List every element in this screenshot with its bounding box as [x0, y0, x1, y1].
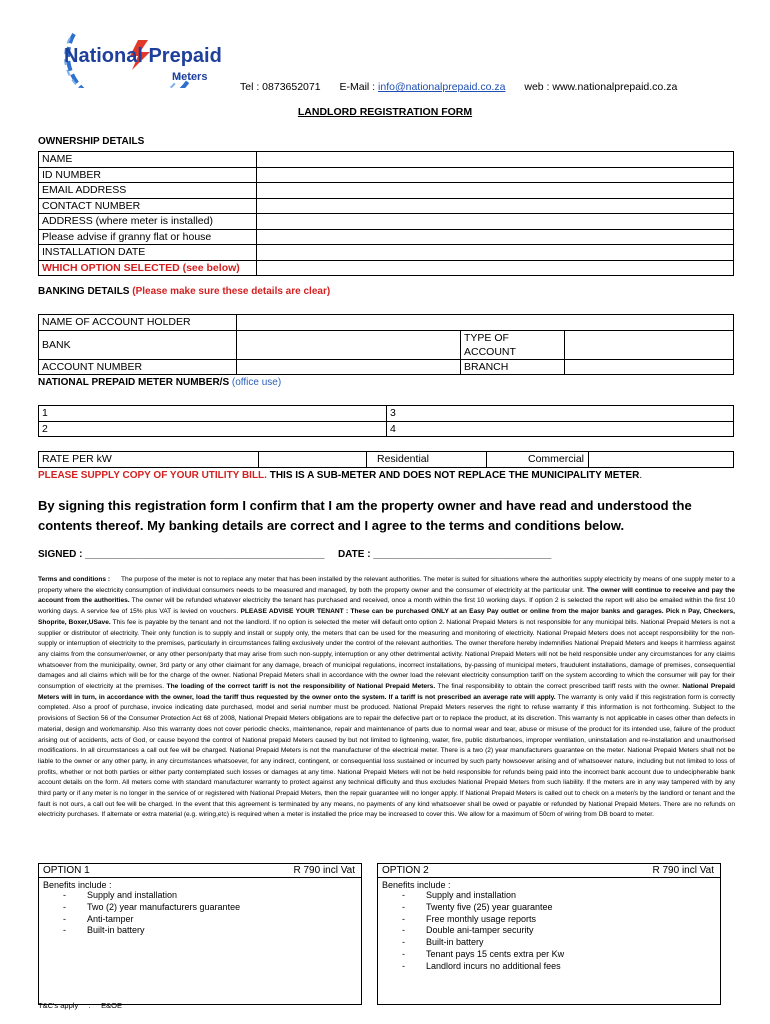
- meter-heading-note: (office use): [231, 377, 282, 388]
- name-field[interactable]: [257, 152, 734, 168]
- option-2-price: R 790 incl Vat: [652, 865, 714, 876]
- footer-sep: :: [88, 1001, 91, 1010]
- list-item: - Free monthly usage reports: [402, 913, 537, 924]
- benefit-text: Anti-tamper: [87, 913, 134, 924]
- field-label: CONTACT NUMBER: [39, 198, 257, 214]
- rate-table: [38, 451, 734, 468]
- granny-flat-field[interactable]: [257, 229, 734, 245]
- option-2-name: OPTION 2: [382, 865, 429, 876]
- contact-number-field[interactable]: [257, 198, 734, 214]
- banking-heading-text: BANKING DETAILS: [38, 286, 130, 297]
- field-label: ID NUMBER: [39, 167, 257, 183]
- terms-p1: The purpose of the meter is not to replace any meter that has been installed by the relevant authorities. The meter is suited for situations where the authorities supply electricity by means of one supply meter to a property where the electricity consumption of individual consumers needs to be measured and managed, by both the property owner and the consumer of electricity at the particular unit.: [38, 576, 736, 594]
- company-logo: [40, 18, 240, 88]
- account-number-field[interactable]: [237, 359, 461, 375]
- contact-email-label: E-Mail :: [339, 81, 376, 93]
- option-2-header: [378, 864, 720, 878]
- benefit-text: Tenant pays 15 cents extra per Kw: [426, 948, 565, 959]
- field-label: NAME: [39, 152, 257, 168]
- meter-numbers-table: [38, 405, 734, 437]
- signature-line: [38, 549, 551, 560]
- option-1-header: [39, 864, 361, 878]
- list-item: - Twenty five (25) year guarantee: [402, 901, 553, 912]
- list-item: - Supply and installation: [63, 890, 178, 900]
- field-label: INSTALLATION DATE: [39, 245, 257, 261]
- table-row: [39, 330, 734, 359]
- field-label: ACCOUNT NUMBER: [39, 359, 237, 375]
- signed-label: SIGNED :: [38, 549, 83, 560]
- option-1-benefits-label: Benefits include :: [43, 880, 112, 890]
- benefit-text: Free monthly usage reports: [426, 913, 537, 924]
- benefit-text: Two (2) year manufacturers guarantee: [87, 901, 241, 912]
- terms-p2: The owner will be refunded whatever electricity the tenant has purchased and received, once a month within the first 10 working days. If option 2 is selected the report will also be emailed within the first 10 working days. A service fee of 15% plus VAT is levied on vouchers.: [38, 597, 736, 616]
- meter-heading-text: NATIONAL PREPAID METER NUMBER/S: [38, 377, 230, 388]
- installation-date-field[interactable]: [257, 245, 734, 261]
- date-field[interactable]: ________________________________: [373, 549, 552, 560]
- option-1-box[interactable]: [38, 863, 362, 1005]
- table-row: [39, 260, 734, 276]
- field-label: BRANCH: [461, 359, 565, 375]
- table-row: [39, 229, 734, 245]
- field-label: BANK: [39, 330, 237, 359]
- list-item: - Built-in battery: [63, 925, 145, 936]
- notice-end: .: [639, 470, 643, 481]
- option-selected-label: WHICH OPTION SELECTED (see below): [39, 260, 257, 276]
- field-label: ADDRESS (where meter is installed): [39, 214, 257, 230]
- list-item: - Built-in battery: [402, 937, 484, 948]
- commercial-label: Commercial: [487, 452, 589, 468]
- terms-b3: The loading of the correct tariff is not the responsibility of National Prepaid Meters.: [166, 683, 436, 691]
- contact-web: web : www.nationalprepaid.co.za: [524, 81, 678, 93]
- footer: [38, 1001, 122, 1010]
- terms-p4: The final responsibility to obtain the correct prescribed tariff rests with the owner.: [437, 683, 680, 691]
- list-item: - Landlord incurs no additional fees: [402, 960, 561, 971]
- contact-email-link[interactable]: info@nationalprepaid.co.za: [378, 81, 506, 93]
- list-item: - Double ani-tamper security: [402, 925, 534, 936]
- notice-red: PLEASE SUPPLY COPY OF YOUR UTILITY BILL.: [38, 470, 267, 481]
- benefit-text: Supply and installation: [87, 890, 178, 900]
- signature-field[interactable]: ___________________________________________: [85, 549, 325, 560]
- option-selected-field[interactable]: [257, 260, 734, 276]
- footer-tc: T&C's apply: [38, 1001, 79, 1010]
- table-row: [39, 167, 734, 183]
- table-row: [39, 315, 734, 331]
- benefit-text: Supply and installation: [426, 890, 517, 900]
- bank-field[interactable]: [237, 330, 461, 359]
- list-item: - Two (2) year manufacturers guarantee: [63, 901, 241, 912]
- benefit-text: Built-in battery: [426, 937, 484, 948]
- benefit-text: Built-in battery: [87, 925, 145, 936]
- field-label: Please advise if granny flat or house: [39, 229, 257, 245]
- branch-field[interactable]: [565, 359, 734, 375]
- logo-text-national: National Prepaid: [64, 45, 222, 67]
- terms-b1: The owner will continue to receive and pay the account from the authorities.: [38, 586, 735, 605]
- meter-number-4[interactable]: 4: [387, 421, 734, 437]
- residential-label: Residential: [367, 452, 487, 468]
- terms-and-conditions: [38, 575, 735, 821]
- logo-text-meters: Meters: [172, 71, 208, 83]
- benefit-text: Twenty five (25) year guarantee: [426, 901, 553, 912]
- date-label: DATE :: [337, 549, 371, 560]
- email-field[interactable]: [257, 183, 734, 199]
- meter-numbers-heading: [38, 377, 281, 388]
- meter-number-2[interactable]: 2: [39, 421, 387, 437]
- list-item: - Tenant pays 15 cents extra per Kw: [402, 948, 565, 959]
- footer-eoe: E&OE: [101, 1001, 122, 1010]
- benefit-text: Landlord incurs no additional fees: [426, 960, 561, 971]
- benefit-text: Double ani-tamper security: [426, 925, 534, 936]
- terms-p3: This fee is payable by the tenant and not the landlord. If no option is selected the meter will default onto option 2. National Prepaid Meters is not responsible for any municipal bills. National Prepaid Meters is not a supplier or distributor of electricity. Their only function is to supply and install or supply only, the meters that can be used for the measuring and monitoring of electricity. National Prepaid Meters does not accept responsibility for the non-supply or interruption of electricity to the premises, particularly in circumstances falling exclusively under the control of the relevant authorities. The owner therefore hereby indemnifies National Prepaid Meters and keeps it harmless against any claims from the consumer/owner, or any other person/party that may arise from such non-supply, interruption or any other detrimental activity. National Prepaid Meters will not be held responsible under any circumstances for any claims whatsoever from the municipality, owner, 3rd party or any other claimant for any damage, breach of municipal regulations, incorrect installations, by-passing of municipal meters, fraudulent installations, damage of premises, consequential damages and all claims which will be for the charge of the owner. National Prepaid Meters shall in accordance with the owner load the relevant electricity consumption tariff on the system according to which the consumer will pay for their consumption of electricity at the premises.: [38, 618, 736, 691]
- option-2-box[interactable]: [377, 863, 721, 1005]
- address-field[interactable]: [257, 214, 734, 230]
- terms-b2: PLEASE ADVISE YOUR TENANT : These can be purchased ONLY at an Easy Pay outlet or online from the major banks and garages. Pick n Pay, Checkers, Shoprite, Boxer,USave.: [38, 608, 735, 626]
- table-row: [39, 245, 734, 261]
- field-label: TYPE OF ACCOUNT: [461, 330, 565, 359]
- meter-number-3[interactable]: 3: [387, 406, 734, 422]
- contact-tel: Tel : 0873652071: [240, 81, 321, 93]
- option-1-benefits: [39, 890, 361, 937]
- utility-bill-notice: [38, 470, 642, 481]
- table-row: [39, 152, 734, 168]
- meter-number-1[interactable]: 1: [39, 406, 387, 422]
- option-1-price: R 790 incl Vat: [293, 865, 355, 876]
- field-label: NAME OF ACCOUNT HOLDER: [39, 315, 237, 331]
- option-2-benefits-label: Benefits include :: [382, 880, 451, 890]
- form-title: LANDLORD REGISTRATION FORM: [297, 106, 473, 118]
- account-type-field[interactable]: [565, 330, 734, 359]
- banking-note: (Please make sure these details are clear): [132, 286, 331, 297]
- terms-label: Terms and conditions :: [38, 576, 111, 583]
- banking-table: [38, 314, 734, 375]
- contact-info: [240, 81, 677, 93]
- list-item: - Anti-tamper: [63, 913, 134, 924]
- account-holder-field[interactable]: [237, 315, 734, 331]
- terms-p5: The warranty is only valid if this registration form is correctly completed. Also a proof of purchase, invoice indicating date purchased, model and serial number must be produced. National Prepaid Meters reserves the right to refuse warranty if this information is not forthcoming. Subject to the provisions of Section 56 of the Consumer Protection Act 68 of 2008, National Prepaid Meters obligations are to repair the defective part or to replace the product, at its discretion. This warranty is not applicable in cases other than defects in material, design and workmanship. Also this warranty does not cover periodic checks, maintenance, repair and maintenance of parts due to normal wear and tear, abuse or misuse of the product for its intended use, failure of the product arising out of accidents, acts of God, or cause beyond the control of National prepaid Meters caused by but not limited to lightening, water, fire, public disturbances, improper ventilation, uninstallation and re-installation and unauthorised modifications. In all circumstances a call out fee will be charged. National Prepaid Meters is not the manufacturer of the electrical meter. There is a two (2) year manufacturers guarantee on the meter. National Prepaid Meters shall not be liable to the owner or any other party, in any circumstances whatsoever, for any indirect, contingent, or consequential loss sustained or incurred by such party howsoever arising and of whatsoever nature, including but not limited to loss of profits, whether or not both parties or either party contemplated such losses or damages at any time. National Prepaid Meters will not be held responsible for refunds being paid into the incorrect bank account due to undecipherable bank account details on the form. All meters come with standard manufacturer warranty to protect against any technical difficulty and thus excludes National Prepaid Meters from such liability. If the meters are in any way tampered with by any third party or if any meter is no longer in the service of or registered with National Prepaid Meters, then the repair guarantee will no longer apply. If National Prepaid Meters is called out to check on a meter/s by the landlord or tenant and the fault is not ours, a call out fee will be charged. In the event that this agreement is terminated by any means, no payments of any kind whatsoever shall be owed or payable or refunded by National Prepaid Meters. There are no refunds on electricity purchases. If alternate or extra material (e.g. wiring,etc) is required when a meter is installed the price may be increased to cover this. We allow for a maximum of 50cm of wiring from DB board to meter.: [38, 693, 735, 819]
- banking-heading: [38, 286, 330, 297]
- table-row: [39, 183, 734, 199]
- ownership-heading: OWNERSHIP DETAILS: [38, 136, 145, 147]
- notice-bold: THIS IS A SUB-METER AND DOES NOT REPLACE THE MUNICIPALITY METER: [269, 470, 640, 481]
- id-number-field[interactable]: [257, 167, 734, 183]
- table-row: [39, 359, 734, 375]
- logo-graphic: [40, 18, 240, 88]
- table-row: [39, 452, 734, 468]
- field-label: EMAIL ADDRESS: [39, 183, 257, 199]
- terms-b4: National Prepaid Meters will in turn, in accordance with the owner, load the tariff thus requested by the owner onto the system. If a tariff is not prescribed an average rate will apply.: [38, 683, 736, 701]
- table-row: [39, 421, 734, 437]
- rate-field[interactable]: [259, 452, 367, 468]
- commercial-field[interactable]: [589, 452, 734, 468]
- option-2-benefits: [378, 890, 720, 973]
- list-item: - Supply and installation: [402, 890, 517, 900]
- field-label: RATE PER kW: [39, 452, 259, 468]
- table-row: [39, 406, 734, 422]
- table-row: [39, 198, 734, 214]
- option-1-name: OPTION 1: [43, 865, 90, 876]
- declaration-text: By signing this registration form I confirm that I am the property owner and have read and understood the contents thereof. My banking details are correct and I agree to the terms and conditions below.: [38, 498, 692, 533]
- table-row: [39, 214, 734, 230]
- ownership-table: [38, 151, 734, 276]
